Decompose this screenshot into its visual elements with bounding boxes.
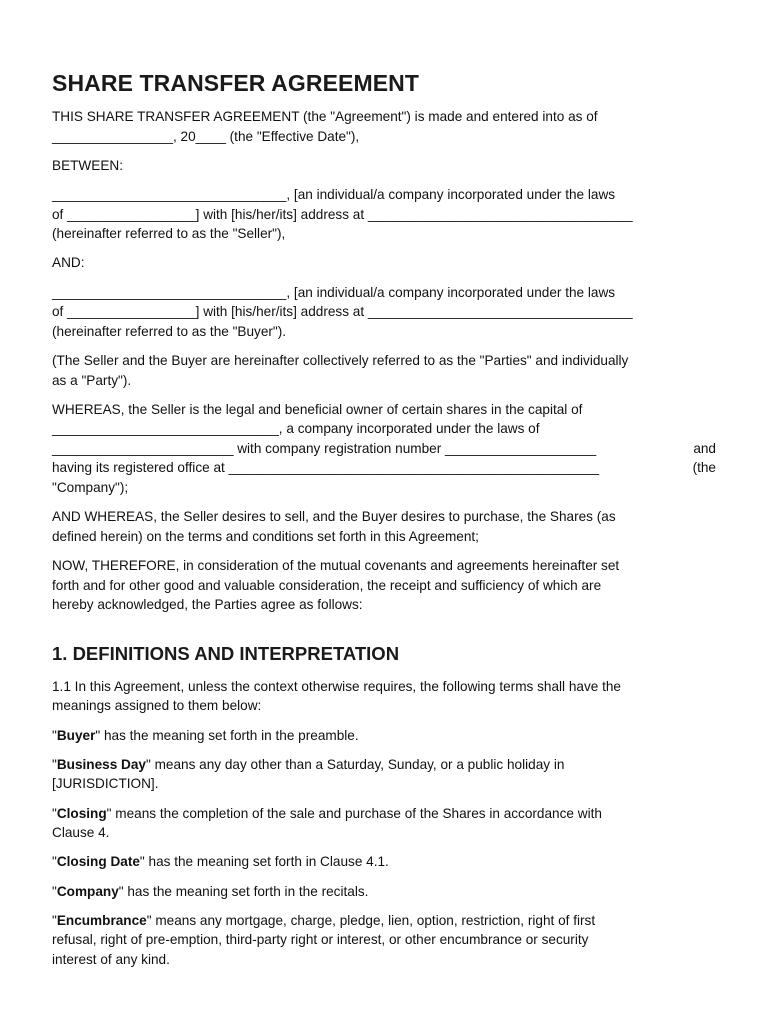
definition-line: refusal, right of pre-emption, third-party right or interest, or other encumbrance or security: [52, 932, 589, 948]
parties-line: (The Seller and the Buyer are hereinafter collectively referred to as the "Parties" and individually: [52, 352, 629, 368]
definition-line: "Closing Date" has the meaning set forth in Clause 4.1.: [52, 854, 389, 870]
now-therefore-line: forth and for other good and valuable consideration, the receipt and sufficiency of which are: [52, 577, 602, 593]
intro-paragraph: [52, 107, 716, 146]
definition-line: Clause 4.: [52, 825, 110, 841]
now-therefore-line: hereby acknowledged, the Parties agree as follows:: [52, 597, 363, 613]
definition-term: Encumbrance: [56, 912, 147, 928]
buyer-line: _______________________________, [an individual/a company incorporated under the laws: [52, 284, 616, 300]
whereas-line: [52, 458, 716, 478]
definition-text: " means any day other than a Saturday, Sunday, or a public holiday in: [145, 756, 565, 772]
document-title: SHARE TRANSFER AGREEMENT: [52, 70, 420, 96]
now-therefore-line: NOW, THEREFORE, in consideration of the mutual covenants and agreements hereinafter set: [52, 558, 620, 574]
definition-line: "Buyer" has the meaning set forth in the preamble.: [52, 727, 359, 743]
whereas-line-text: ________________________ with company registration number ____________________: [52, 440, 597, 456]
definition-text: " has the meaning set forth in Clause 4.1.: [139, 854, 389, 870]
intro-line: ________________, 20____ (the "Effective Date"),: [52, 128, 360, 144]
definition-closing: [52, 804, 716, 843]
definition-text: " means the completion of the sale and purchase of the Shares in accordance with: [106, 805, 602, 821]
whereas-line: WHEREAS, the Seller is the legal and beneficial owner of certain shares in the capital of: [52, 401, 583, 417]
clause-1-1: [52, 677, 716, 716]
buyer-paragraph: [52, 283, 716, 342]
definition-buyer: [52, 726, 716, 746]
definition-line: "Closing" means the completion of the sale and purchase of the Shares in accordance with: [52, 805, 602, 821]
definition-line: "Business Day" means any day other than a Saturday, Sunday, or a public holiday in: [52, 756, 565, 772]
and-label: AND:: [52, 255, 85, 271]
whereas-line: ______________________________, a company incorporated under the laws of: [52, 421, 540, 437]
whereas-line: "Company");: [52, 480, 129, 496]
and-whereas-line: AND WHEREAS, the Seller desires to sell, and the Buyer desires to purchase, the Shares (as: [52, 509, 616, 525]
definition-term: Company: [56, 883, 119, 899]
seller-line: (hereinafter referred to as the "Seller"),: [52, 226, 286, 242]
parties-line: as a "Party").: [52, 372, 132, 388]
seller-paragraph: [52, 185, 716, 244]
definition-term: Buyer: [56, 727, 96, 743]
document-page: [52, 70, 716, 979]
intro-line: THIS SHARE TRANSFER AGREEMENT (the "Agreement") is made and entered into as of: [52, 109, 598, 124]
definition-text: " has the meaning set forth in the preamble.: [95, 727, 359, 743]
and-whereas-line: defined herein) on the terms and conditions set forth in this Agreement;: [52, 528, 479, 544]
seller-line: of _________________] with [his/her/its] address at ___________________________________: [52, 206, 633, 222]
buyer-line: of _________________] with [his/her/its] address at ___________________________________: [52, 304, 633, 320]
seller-line: _______________________________, [an individual/a company incorporated under the laws: [52, 186, 616, 202]
and-whereas-paragraph: [52, 507, 716, 546]
definition-company: [52, 882, 716, 902]
definition-term: Business Day: [56, 756, 146, 772]
definition-term: Closing Date: [56, 854, 140, 870]
definition-line: [JURISDICTION].: [52, 776, 159, 792]
definition-line: "Encumbrance" means any mortgage, charge, pledge, lien, option, restriction, right of first: [52, 912, 596, 928]
definition-text: " has the meaning set forth in the recitals.: [118, 883, 369, 899]
definition-term: Closing: [56, 805, 107, 821]
whereas-paragraph: [52, 400, 716, 498]
definition-line: "Company" has the meaning set forth in the recitals.: [52, 883, 369, 899]
definition-closing-date: [52, 852, 716, 872]
between-label: BETWEEN:: [52, 157, 123, 173]
whereas-line: [52, 439, 716, 459]
parties-paragraph: [52, 351, 716, 390]
whereas-line-text: having its registered office at _________________________________________________: [52, 460, 600, 476]
whereas-line-end: (the: [692, 460, 716, 476]
definition-encumbrance: [52, 911, 716, 970]
whereas-line-end: and: [693, 440, 716, 456]
definition-line: interest of any kind.: [52, 951, 170, 967]
now-therefore-paragraph: [52, 556, 716, 615]
buyer-line: (hereinafter referred to as the "Buyer").: [52, 323, 287, 339]
clause-line: 1.1 In this Agreement, unless the context otherwise requires, the following terms shall have the: [52, 678, 621, 694]
clause-line: meanings assigned to them below:: [52, 698, 262, 714]
definition-text: " means any mortgage, charge, pledge, lien, option, restriction, right of first: [146, 912, 596, 928]
section-heading: 1. DEFINITIONS AND INTERPRETATION: [52, 642, 400, 664]
definition-business-day: [52, 755, 716, 794]
